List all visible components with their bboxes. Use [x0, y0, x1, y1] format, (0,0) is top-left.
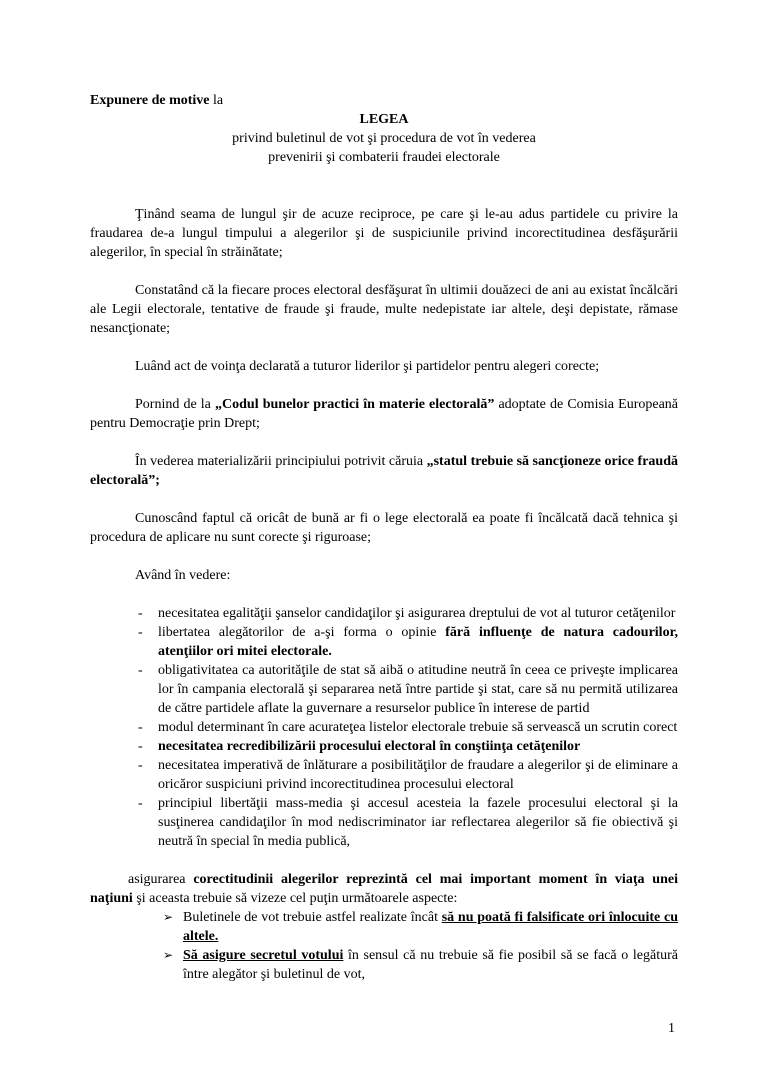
lead-bold: Expunere de motive	[90, 93, 210, 108]
considerations-list	[90, 604, 678, 851]
paragraph-7: Având în vedere:	[135, 568, 231, 583]
paragraph-4: Pornind de la „Codul bunelor practici în materie electorală” adoptate de Comisia Europeană pentru Democraţie prin Drept;	[90, 397, 678, 431]
list-item: - modul determinant în care acurateţea listelor electorale trebuie să servească un scrutin corect	[138, 720, 678, 735]
list-item: - necesitatea imperativă de înlăturare a posibilităţilor de fraudare a alegerilor şi de eliminare a oricăror suspiciuni privind incorectitudinea procesului electoral	[138, 758, 678, 792]
list-item: - obligativitatea ca autorităţile de stat să aibă o atitudine neutră în ceea ce priveşte implicarea lor în campania electorală şi separarea netă între partide şi stat, care să nu permită utilizarea de către partidele aflate la guvernare a resurselor publice în interese de partid	[138, 663, 678, 716]
list-item: ➢ Buletinele de vot trebuie astfel realizate încât să nu poată fi falsificate ori înlocuite cu altele.	[163, 910, 678, 944]
document-lead	[90, 91, 678, 110]
aspects-list	[90, 908, 678, 984]
closing-paragraph: asigurarea corectitudinii alegerilor reprezintă cel mai important moment în viaţa unei naţiuni şi aceasta trebuie să vizeze cel puţin următoarele aspecte:	[90, 872, 678, 906]
page-number: 1	[668, 1021, 675, 1036]
list-item: - necesitatea egalităţii şanselor candidaţilor şi asigurarea dreptului de vot al tuturor cetăţenilor	[138, 606, 676, 621]
list-item: - principiul libertăţii mass-media şi accesul acesteia la fazele procesului electoral şi la susţinerea candidaţilor în mod nediscriminator iar reflectarea alegerilor să fie obiectivă şi neutră în special în media publică,	[138, 796, 678, 849]
list-item: - necesitatea recredibilizării procesului electoral în conştiinţa cetăţenilor	[138, 739, 581, 754]
paragraph-2: Constatând că la fiecare proces electoral desfăşurat în ultimii douăzeci de ani au existat încălcări ale Legii electorale, tentative de fraude şi fraude, multe nedepistate iar altele, deşi depistate, rămase nesancţionate;	[90, 283, 678, 336]
list-item: - libertatea alegătorilor de a-şi forma o opinie fără influenţe de natura cadourilor, atenţiilor ori mitei electorale.	[138, 625, 679, 659]
arrow-bullet-icon: ➢	[163, 948, 174, 962]
document-title: LEGEA	[359, 112, 409, 127]
arrow-bullet-icon: ➢	[163, 910, 174, 924]
paragraph-1: Ţinând seama de lungul şir de acuze reciproce, pe care şi le-au adus partidele cu privire la fraudarea de-a lungul timpului a alegerilor şi de suspiciunile privind incorectitudinea desfăşurării alegerilor, în special în străinătate;	[90, 207, 678, 260]
paragraph-3: Luând act de voinţa declarată a tuturor liderilor şi partidelor pentru alegeri corecte;	[135, 359, 600, 374]
document-subtitle-1: privind buletinul de vot şi procedura de vot în vederea	[232, 131, 536, 146]
paragraph-6: Cunoscând faptul că oricât de bună ar fi o lege electorală ea poate fi încălcată dacă tehnica şi procedura de aplicare nu sunt corecte şi riguroase;	[90, 511, 678, 545]
document-subtitle-2: prevenirii şi combaterii fraudei electorale	[268, 150, 500, 165]
paragraph-5: În vederea materializării principiului potrivit căruia „statul trebuie să sancţioneze orice fraudă electorală”;	[90, 454, 678, 488]
list-item: ➢ Să asigure secretul votului în sensul că nu trebuie să fie posibil să se facă o legătură între alegător şi buletinul de vot,	[163, 948, 678, 982]
lead-rest: la	[209, 93, 224, 108]
document-page	[90, 91, 678, 984]
